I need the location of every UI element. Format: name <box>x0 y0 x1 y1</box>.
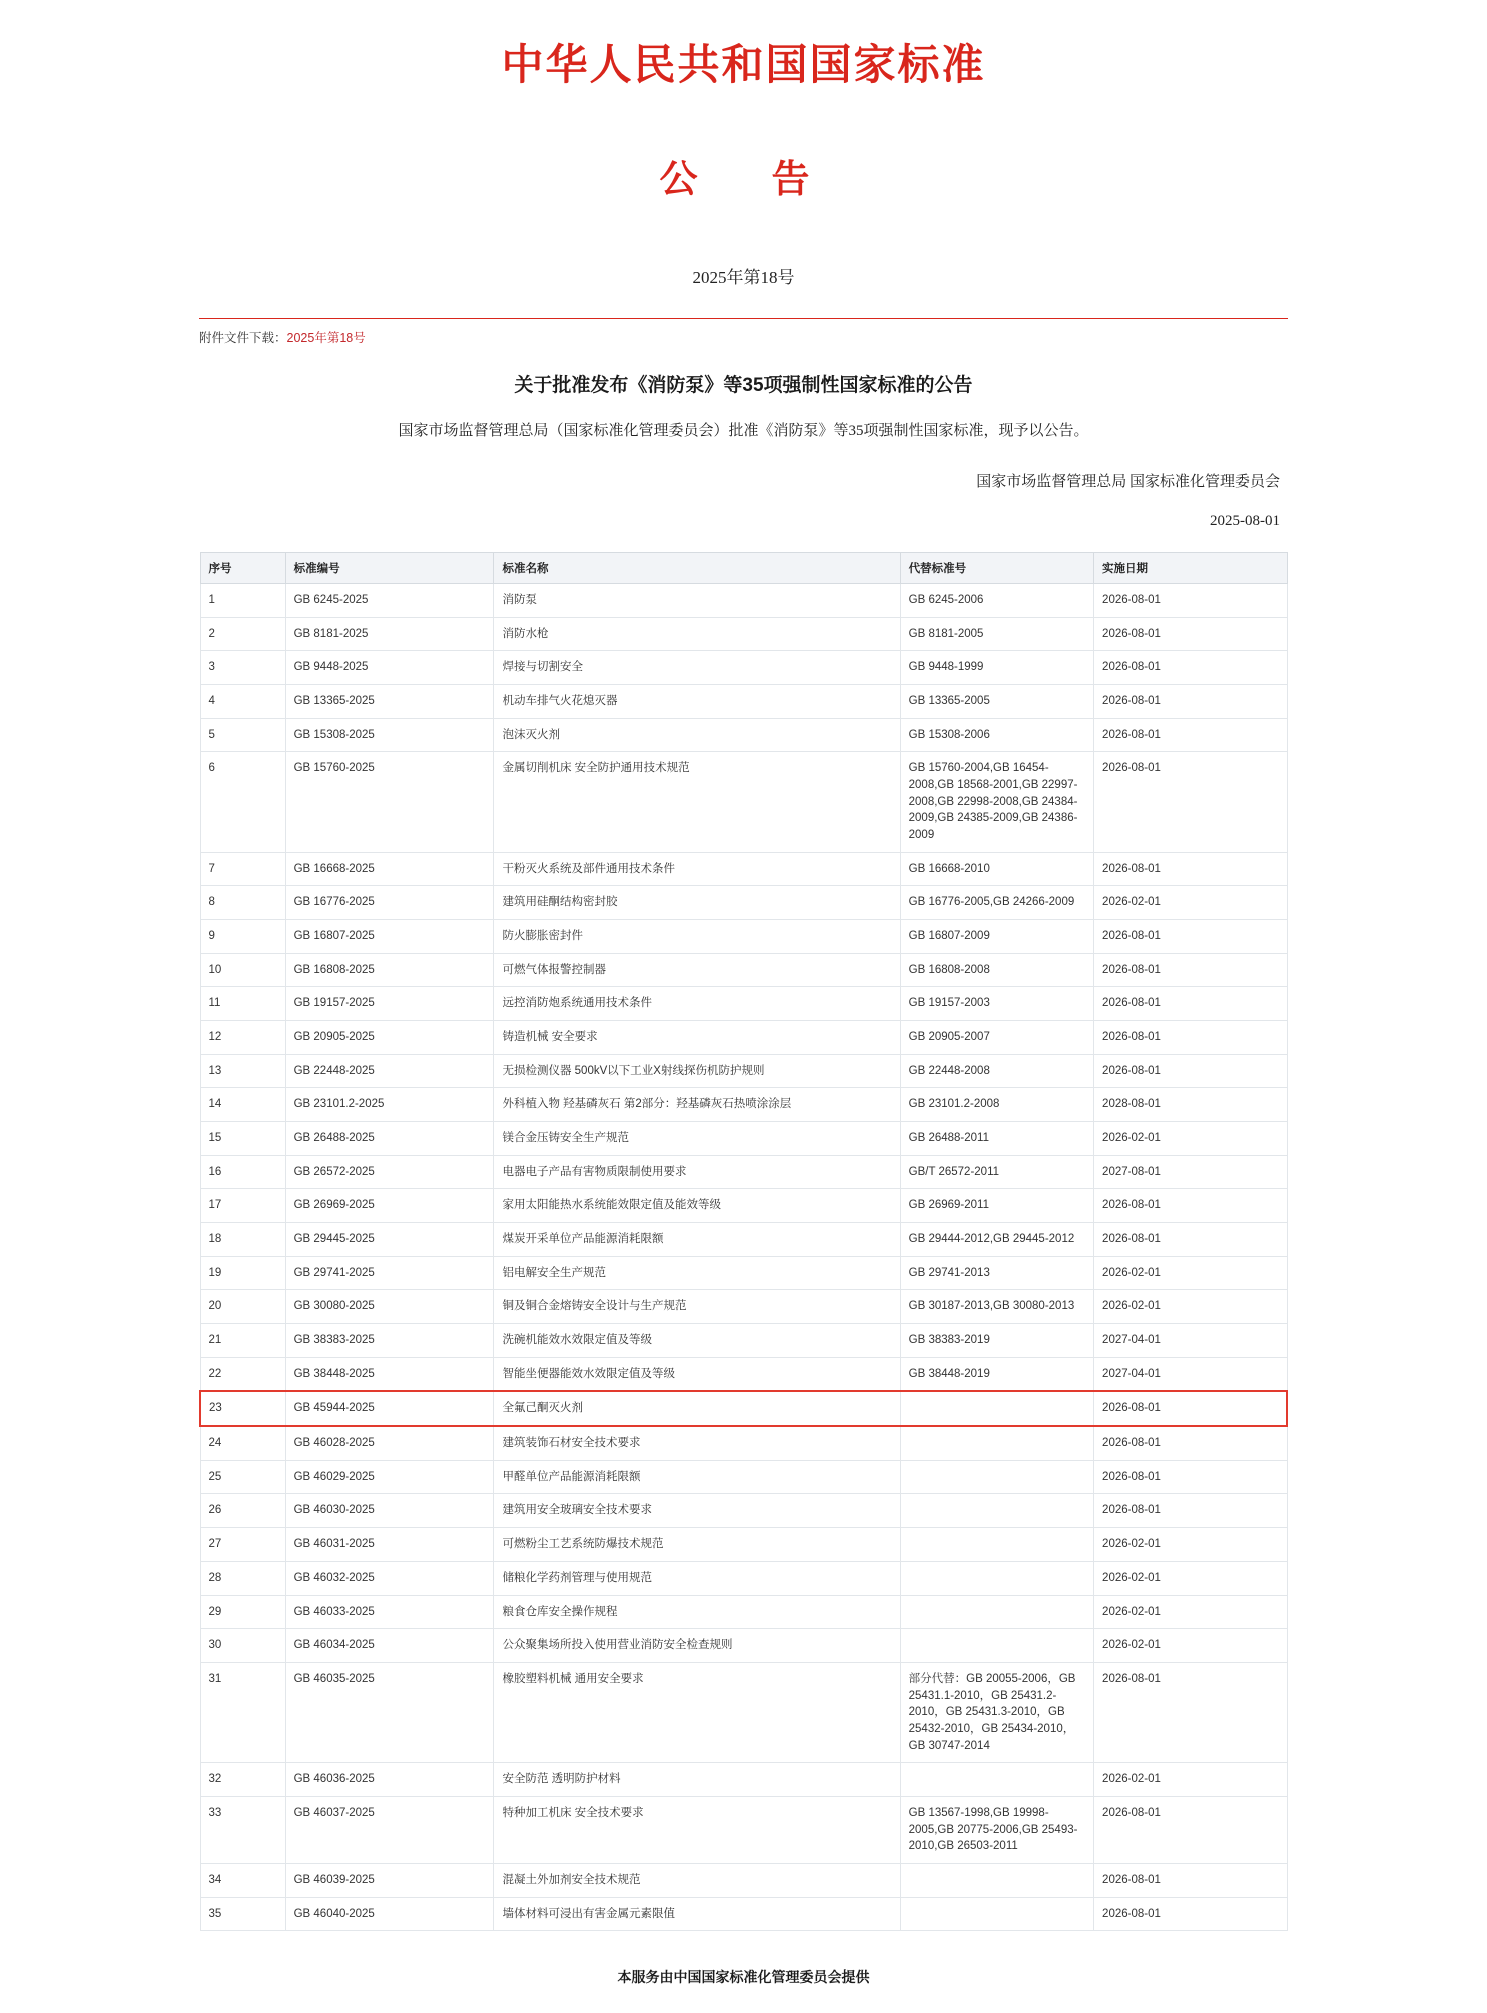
table-row <box>200 617 1287 651</box>
cell-index: 18 <box>200 1223 285 1257</box>
cell-index: 6 <box>200 752 285 852</box>
cell-index: 29 <box>200 1595 285 1629</box>
cell-code: GB 46031-2025 <box>285 1528 494 1562</box>
cell-date: 2028-08-01 <box>1094 1088 1287 1122</box>
cell-code: GB 29741-2025 <box>285 1256 494 1290</box>
table-row <box>200 1796 1287 1863</box>
cell-code: GB 38448-2025 <box>285 1357 494 1391</box>
cell-index: 16 <box>200 1155 285 1189</box>
table-row <box>200 1595 1287 1629</box>
cell-date: 2026-08-01 <box>1094 752 1287 852</box>
divider-red <box>199 318 1288 319</box>
table-row <box>200 1189 1287 1223</box>
cell-code: GB 26969-2025 <box>285 1189 494 1223</box>
cell-replaced <box>900 1494 1093 1528</box>
cell-name[interactable]: 泡沫灭火剂 <box>494 718 900 752</box>
cell-date: 2026-08-01 <box>1094 852 1287 886</box>
cell-index: 12 <box>200 1021 285 1055</box>
cell-code: GB 46032-2025 <box>285 1561 494 1595</box>
cell-date: 2026-08-01 <box>1094 1897 1287 1931</box>
cell-replaced: GB 16776-2005,GB 24266-2009 <box>900 886 1093 920</box>
cell-date: 2026-08-01 <box>1094 1391 1287 1426</box>
cell-code: GB 46036-2025 <box>285 1763 494 1797</box>
cell-code: GB 30080-2025 <box>285 1290 494 1324</box>
cell-replaced <box>900 1763 1093 1797</box>
table-row <box>200 718 1287 752</box>
announcement-number: 2025年第18号 <box>692 268 795 287</box>
table-row <box>200 1357 1287 1391</box>
cell-name[interactable]: 消防泵 <box>494 584 900 618</box>
cell-replaced: GB 20905-2007 <box>900 1021 1093 1055</box>
table-row <box>200 1155 1287 1189</box>
cell-code: GB 38383-2025 <box>285 1324 494 1358</box>
attachment-row <box>199 328 1288 346</box>
table-row <box>200 1223 1287 1257</box>
cell-replaced: GB 30187-2013,GB 30080-2013 <box>900 1290 1093 1324</box>
table-row <box>200 1391 1287 1426</box>
cell-replaced: GB 29741-2013 <box>900 1256 1093 1290</box>
table-row <box>200 1256 1287 1290</box>
cell-code: GB 46039-2025 <box>285 1863 494 1897</box>
cell-index: 19 <box>200 1256 285 1290</box>
cell-name[interactable]: 墙体材料可浸出有害金属元素限值 <box>494 1897 900 1931</box>
cell-code: GB 26572-2025 <box>285 1155 494 1189</box>
cell-replaced: GB/T 26572-2011 <box>900 1155 1093 1189</box>
cell-replaced: GB 16668-2010 <box>900 852 1093 886</box>
cell-replaced: GB 38448-2019 <box>900 1357 1093 1391</box>
cell-replaced <box>900 1460 1093 1494</box>
cell-name[interactable]: 粮食仓库安全操作规程 <box>494 1595 900 1629</box>
cell-date: 2026-02-01 <box>1094 1290 1287 1324</box>
cell-replaced: GB 38383-2019 <box>900 1324 1093 1358</box>
cell-code: GB 19157-2025 <box>285 987 494 1021</box>
cell-index: 26 <box>200 1494 285 1528</box>
cell-name[interactable]: 无损检测仪器 500kV以下工业X射线探伤机防护规则 <box>494 1054 900 1088</box>
cell-name[interactable]: 焊接与切割安全 <box>494 651 900 685</box>
cell-date: 2026-02-01 <box>1094 1122 1287 1156</box>
cell-name[interactable]: 储粮化学药剂管理与使用规范 <box>494 1561 900 1595</box>
table-row <box>200 1528 1287 1562</box>
cell-name[interactable]: 安全防范 透明防护材料 <box>494 1763 900 1797</box>
table-head <box>200 553 1287 584</box>
cell-name[interactable]: 建筑用安全玻璃安全技术要求 <box>494 1494 900 1528</box>
table-row <box>200 1494 1287 1528</box>
cell-code: GB 46030-2025 <box>285 1494 494 1528</box>
cell-index: 7 <box>200 852 285 886</box>
table-row <box>200 1426 1287 1460</box>
cell-name[interactable]: 橡胶塑料机械 通用安全要求 <box>494 1662 900 1762</box>
cell-code: GB 16776-2025 <box>285 886 494 920</box>
cell-index: 9 <box>200 920 285 954</box>
cell-date: 2026-08-01 <box>1094 1863 1287 1897</box>
cell-replaced: 部分代替：GB 20055-2006，GB 25431.1-2010，GB 25431.2-2010，GB 25431.3-2010，GB 25432-2010，GB 25434-2010，GB 30747-2014 <box>900 1662 1093 1762</box>
cell-code: GB 8181-2025 <box>285 617 494 651</box>
cell-name[interactable]: 可燃气体报警控制器 <box>494 953 900 987</box>
cell-name[interactable]: 洗碗机能效水效限定值及等级 <box>494 1324 900 1358</box>
table-row <box>200 1088 1287 1122</box>
cell-replaced: GB 8181-2005 <box>900 617 1093 651</box>
column-header-index: 序号 <box>200 553 285 584</box>
cell-code: GB 15308-2025 <box>285 718 494 752</box>
cell-code: GB 46035-2025 <box>285 1662 494 1762</box>
cell-replaced <box>900 1391 1093 1426</box>
cell-index: 25 <box>200 1460 285 1494</box>
table-row <box>200 920 1287 954</box>
cell-date: 2026-08-01 <box>1094 1662 1287 1762</box>
cell-name[interactable]: 混凝土外加剂安全技术规范 <box>494 1863 900 1897</box>
cell-replaced: GB 22448-2008 <box>900 1054 1093 1088</box>
cell-code: GB 13365-2025 <box>285 685 494 719</box>
column-header-name: 标准名称 <box>494 553 900 584</box>
cell-date: 2026-08-01 <box>1094 1796 1287 1863</box>
table-row <box>200 1324 1287 1358</box>
cell-replaced: GB 16808-2008 <box>900 953 1093 987</box>
cell-date: 2027-04-01 <box>1094 1324 1287 1358</box>
column-header-replaced: 代替标准号 <box>900 553 1093 584</box>
cell-replaced: GB 19157-2003 <box>900 987 1093 1021</box>
cell-name[interactable]: 建筑装饰石材安全技术要求 <box>494 1426 900 1460</box>
cell-replaced: GB 13365-2005 <box>900 685 1093 719</box>
cell-replaced: GB 26969-2011 <box>900 1189 1093 1223</box>
cell-index: 17 <box>200 1189 285 1223</box>
standards-table <box>199 552 1288 1931</box>
cell-name[interactable]: 甲醛单位产品能源消耗限额 <box>494 1460 900 1494</box>
cell-replaced: GB 16807-2009 <box>900 920 1093 954</box>
cell-date: 2026-02-01 <box>1094 1595 1287 1629</box>
cell-index: 1 <box>200 584 285 618</box>
cell-date: 2027-08-01 <box>1094 1155 1287 1189</box>
cell-index: 3 <box>200 651 285 685</box>
table-row <box>200 987 1287 1021</box>
cell-date: 2026-08-01 <box>1094 1426 1287 1460</box>
table-row <box>200 1763 1287 1797</box>
cell-replaced <box>900 1897 1093 1931</box>
cell-name[interactable]: 铜及铜合金熔铸安全设计与生产规范 <box>494 1290 900 1324</box>
cell-code: GB 46033-2025 <box>285 1595 494 1629</box>
announcement-date: 2025-08-01 <box>1210 513 1280 529</box>
cell-index: 27 <box>200 1528 285 1562</box>
cell-code: GB 46040-2025 <box>285 1897 494 1931</box>
cell-index: 33 <box>200 1796 285 1863</box>
cell-date: 2027-04-01 <box>1094 1357 1287 1391</box>
table-row <box>200 1629 1287 1663</box>
page-subtitle: 公 告 <box>659 159 828 201</box>
cell-replaced: GB 29444-2012,GB 29445-2012 <box>900 1223 1093 1257</box>
cell-code: GB 46029-2025 <box>285 1460 494 1494</box>
cell-code: GB 16668-2025 <box>285 852 494 886</box>
cell-name[interactable]: 公众聚集场所投入使用营业消防安全检查规则 <box>494 1629 900 1663</box>
column-header-date: 实施日期 <box>1094 553 1287 584</box>
table-row <box>200 1122 1287 1156</box>
cell-date: 2026-02-01 <box>1094 1763 1287 1797</box>
cell-name[interactable]: 家用太阳能热水系统能效限定值及能效等级 <box>494 1189 900 1223</box>
cell-name[interactable]: 电器电子产品有害物质限制使用要求 <box>494 1155 900 1189</box>
table-body <box>200 584 1287 1931</box>
cell-name[interactable]: 外科植入物 羟基磷灰石 第2部分：羟基磷灰石热喷涂涂层 <box>494 1088 900 1122</box>
issuing-authority: 国家市场监督管理总局 国家标准化管理委员会 <box>976 474 1280 490</box>
cell-replaced <box>900 1629 1093 1663</box>
cell-index: 13 <box>200 1054 285 1088</box>
cell-code: GB 23101.2-2025 <box>285 1088 494 1122</box>
cell-code: GB 45944-2025 <box>285 1391 494 1426</box>
cell-code: GB 46034-2025 <box>285 1629 494 1663</box>
cell-code: GB 16807-2025 <box>285 920 494 954</box>
table-row <box>200 752 1287 852</box>
cell-replaced: GB 23101.2-2008 <box>900 1088 1093 1122</box>
cell-index: 35 <box>200 1897 285 1931</box>
cell-date: 2026-08-01 <box>1094 685 1287 719</box>
cell-name[interactable]: 防火膨胀密封件 <box>494 920 900 954</box>
cell-code: GB 26488-2025 <box>285 1122 494 1156</box>
cell-index: 30 <box>200 1629 285 1663</box>
cell-replaced <box>900 1561 1093 1595</box>
cell-index: 34 <box>200 1863 285 1897</box>
cell-code: GB 46037-2025 <box>285 1796 494 1863</box>
table-header-row <box>200 553 1287 584</box>
table-row <box>200 852 1287 886</box>
table-row <box>200 1460 1287 1494</box>
cell-name[interactable]: 干粉灭火系统及部件通用技术条件 <box>494 852 900 886</box>
cell-index: 31 <box>200 1662 285 1762</box>
cell-index: 2 <box>200 617 285 651</box>
cell-index: 15 <box>200 1122 285 1156</box>
cell-name[interactable]: 铝电解安全生产规范 <box>494 1256 900 1290</box>
cell-name[interactable]: 智能坐便器能效水效限定值及等级 <box>494 1357 900 1391</box>
cell-code: GB 9448-2025 <box>285 651 494 685</box>
cell-index: 10 <box>200 953 285 987</box>
cell-name[interactable]: 可燃粉尘工艺系统防爆技术规范 <box>494 1528 900 1562</box>
cell-date: 2026-02-01 <box>1094 1629 1287 1663</box>
cell-index: 24 <box>200 1426 285 1460</box>
cell-date: 2026-08-01 <box>1094 651 1287 685</box>
table-row <box>200 886 1287 920</box>
cell-name[interactable]: 镁合金压铸安全生产规范 <box>494 1122 900 1156</box>
cell-code: GB 29445-2025 <box>285 1223 494 1257</box>
cell-date: 2026-08-01 <box>1094 1223 1287 1257</box>
table-row <box>200 1290 1287 1324</box>
column-header-code: 标准编号 <box>285 553 494 584</box>
cell-code: GB 22448-2025 <box>285 1054 494 1088</box>
cell-name[interactable]: 全氟己酮灭火剂 <box>494 1391 900 1426</box>
table-row <box>200 1863 1287 1897</box>
cell-index: 23 <box>200 1391 285 1426</box>
cell-date: 2026-02-01 <box>1094 1256 1287 1290</box>
attachment-download-link[interactable]: 2025年第18号 <box>286 331 366 345</box>
cell-date: 2026-08-01 <box>1094 1189 1287 1223</box>
cell-name[interactable]: 特种加工机床 安全技术要求 <box>494 1796 900 1863</box>
cell-date: 2026-02-01 <box>1094 886 1287 920</box>
cell-date: 2026-08-01 <box>1094 1460 1287 1494</box>
cell-index: 28 <box>200 1561 285 1595</box>
cell-index: 11 <box>200 987 285 1021</box>
announcement-title: 关于批准发布《消防泵》等35项强制性国家标准的公告 <box>514 375 973 396</box>
cell-name[interactable]: 建筑用硅酮结构密封胶 <box>494 886 900 920</box>
cell-code: GB 46028-2025 <box>285 1426 494 1460</box>
table-row <box>200 584 1287 618</box>
table-row <box>200 1054 1287 1088</box>
table-row <box>200 953 1287 987</box>
cell-replaced: GB 13567-1998,GB 19998-2005,GB 20775-2006,GB 25493-2010,GB 26503-2011 <box>900 1796 1093 1863</box>
cell-index: 22 <box>200 1357 285 1391</box>
cell-date: 2026-08-01 <box>1094 920 1287 954</box>
footer-note: 本服务由中国国家标准化管理委员会提供 <box>617 1969 870 1986</box>
cell-name[interactable]: 煤炭开采单位产品能源消耗限额 <box>494 1223 900 1257</box>
cell-name[interactable]: 机动车排气火花熄灭器 <box>494 685 900 719</box>
cell-date: 2026-08-01 <box>1094 1054 1287 1088</box>
announcement-body: 国家市场监督管理总局（国家标准化管理委员会）批准《消防泵》等35项强制性国家标准，现予以公告。 <box>398 423 1089 439</box>
table-row <box>200 651 1287 685</box>
table-row <box>200 685 1287 719</box>
cell-index: 4 <box>200 685 285 719</box>
cell-index: 5 <box>200 718 285 752</box>
attachment-label: 附件文件下载： <box>199 331 287 345</box>
cell-code: GB 15760-2025 <box>285 752 494 852</box>
cell-date: 2026-08-01 <box>1094 718 1287 752</box>
cell-replaced: GB 15760-2004,GB 16454-2008,GB 18568-2001,GB 22997-2008,GB 22998-2008,GB 24384-2009,GB 24385-2009,GB 24386-2009 <box>900 752 1093 852</box>
cell-index: 21 <box>200 1324 285 1358</box>
cell-replaced: GB 9448-1999 <box>900 651 1093 685</box>
cell-date: 2026-08-01 <box>1094 617 1287 651</box>
cell-date: 2026-02-01 <box>1094 1561 1287 1595</box>
cell-date: 2026-08-01 <box>1094 953 1287 987</box>
cell-name[interactable]: 远控消防炮系统通用技术条件 <box>494 987 900 1021</box>
cell-name[interactable]: 铸造机械 安全要求 <box>494 1021 900 1055</box>
table-row <box>200 1561 1287 1595</box>
cell-index: 8 <box>200 886 285 920</box>
cell-index: 32 <box>200 1763 285 1797</box>
cell-replaced: GB 6245-2006 <box>900 584 1093 618</box>
cell-index: 14 <box>200 1088 285 1122</box>
cell-replaced <box>900 1595 1093 1629</box>
cell-code: GB 16808-2025 <box>285 953 494 987</box>
cell-date: 2026-08-01 <box>1094 1494 1287 1528</box>
cell-replaced: GB 26488-2011 <box>900 1122 1093 1156</box>
cell-date: 2026-08-01 <box>1094 987 1287 1021</box>
cell-replaced <box>900 1426 1093 1460</box>
table-row <box>200 1021 1287 1055</box>
page-title: 中华人民共和国国家标准 <box>501 43 986 89</box>
cell-date: 2026-08-01 <box>1094 584 1287 618</box>
cell-replaced: GB 15308-2006 <box>900 718 1093 752</box>
table-row <box>200 1662 1287 1762</box>
cell-date: 2026-08-01 <box>1094 1021 1287 1055</box>
table-row <box>200 1897 1287 1931</box>
cell-name[interactable]: 金属切削机床 安全防护通用技术规范 <box>494 752 900 852</box>
cell-name[interactable]: 消防水枪 <box>494 617 900 651</box>
cell-code: GB 6245-2025 <box>285 584 494 618</box>
cell-replaced <box>900 1863 1093 1897</box>
cell-replaced <box>900 1528 1093 1562</box>
cell-code: GB 20905-2025 <box>285 1021 494 1055</box>
cell-index: 20 <box>200 1290 285 1324</box>
cell-date: 2026-02-01 <box>1094 1528 1287 1562</box>
